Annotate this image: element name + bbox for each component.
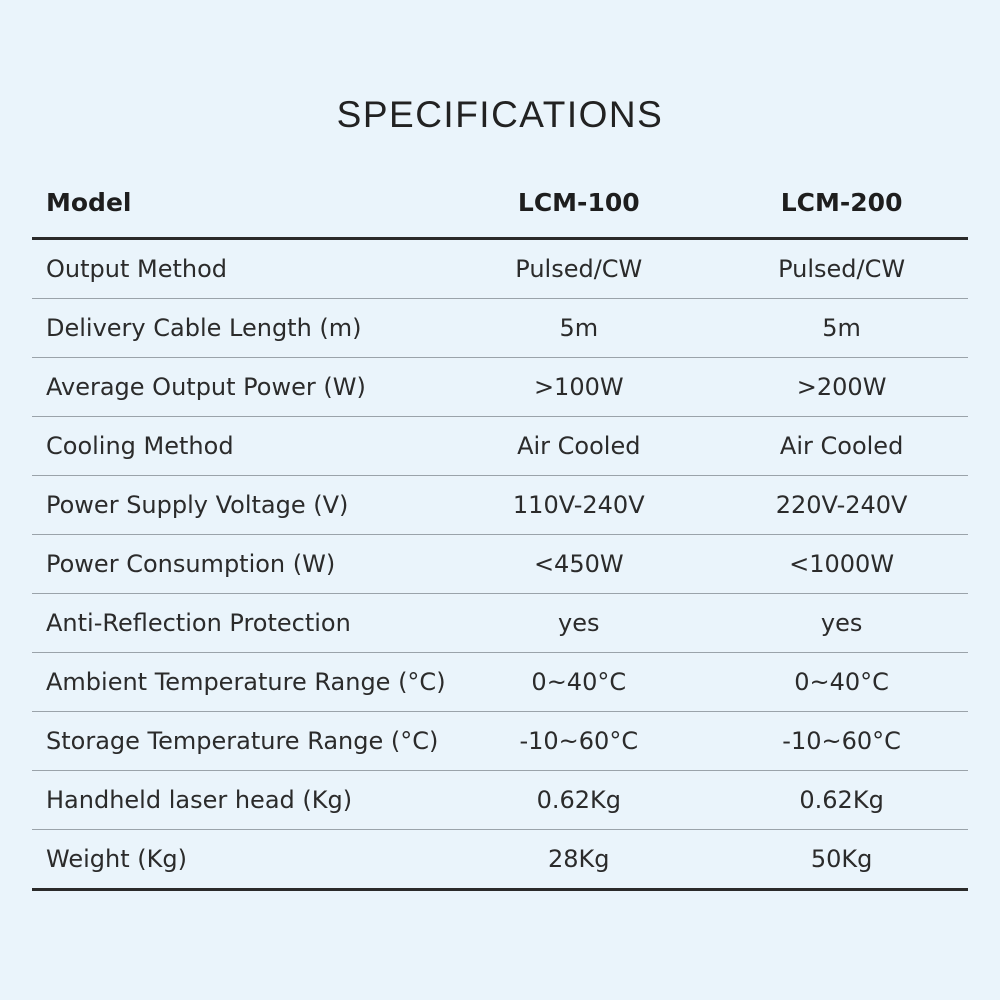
table-row — [32, 594, 968, 653]
table-row — [32, 771, 968, 830]
row-value-lcm200: 0.62Kg — [799, 786, 884, 814]
row-label: Power Consumption (W) — [46, 550, 336, 578]
row-value-lcm200: <1000W — [789, 550, 895, 578]
row-label: Cooling Method — [46, 432, 234, 460]
row-value-lcm100: Air Cooled — [517, 432, 641, 460]
header-model-label: Model — [46, 188, 132, 217]
table-row — [32, 417, 968, 476]
table-row — [32, 240, 968, 299]
row-value-lcm200: 5m — [822, 314, 861, 342]
row-value-lcm100: <450W — [533, 550, 624, 578]
row-value-lcm100: 28Kg — [548, 845, 610, 873]
row-label: Anti-Reflection Protection — [46, 609, 351, 637]
row-value-lcm100: -10~60°C — [519, 727, 639, 755]
table-row — [32, 712, 968, 771]
row-value-lcm200: 0~40°C — [794, 668, 889, 696]
row-label: Weight (Kg) — [46, 845, 187, 873]
table-row — [32, 653, 968, 712]
row-label: Average Output Power (W) — [46, 373, 366, 401]
spec-table — [32, 168, 968, 891]
row-value-lcm100: >100W — [533, 373, 624, 401]
header-col-lcm200: LCM-200 — [780, 188, 903, 217]
table-row — [32, 358, 968, 417]
page-title: SPECIFICATIONS — [336, 94, 664, 135]
row-value-lcm100: 5m — [559, 314, 599, 342]
row-value-lcm200: Air Cooled — [779, 432, 904, 460]
row-value-lcm100: Pulsed/CW — [515, 255, 643, 283]
row-label: Output Method — [46, 255, 228, 283]
row-label: Handheld laser head (Kg) — [46, 786, 353, 814]
header-col-lcm100: LCM-100 — [517, 188, 640, 217]
row-value-lcm200: Pulsed/CW — [778, 255, 906, 283]
row-value-lcm100: 110V-240V — [512, 491, 645, 519]
row-label: Ambient Temperature Range (°C) — [46, 668, 446, 696]
row-value-lcm100: 0.62Kg — [536, 786, 621, 814]
row-value-lcm200: -10~60°C — [782, 727, 901, 755]
row-label: Power Supply Voltage (V) — [46, 491, 349, 519]
table-row — [32, 535, 968, 594]
table-row — [32, 299, 968, 358]
row-value-lcm200: yes — [820, 609, 863, 637]
row-label: Delivery Cable Length (m) — [46, 314, 362, 342]
row-value-lcm100: 0~40°C — [531, 668, 627, 696]
table-row — [32, 476, 968, 535]
row-value-lcm200: >200W — [796, 373, 887, 401]
table-row — [32, 830, 968, 891]
row-label: Storage Temperature Range (°C) — [46, 727, 439, 755]
row-value-lcm100: yes — [558, 609, 600, 637]
row-value-lcm200: 220V-240V — [775, 491, 908, 519]
row-value-lcm200: 50Kg — [810, 845, 873, 873]
table-header-row — [32, 168, 968, 240]
